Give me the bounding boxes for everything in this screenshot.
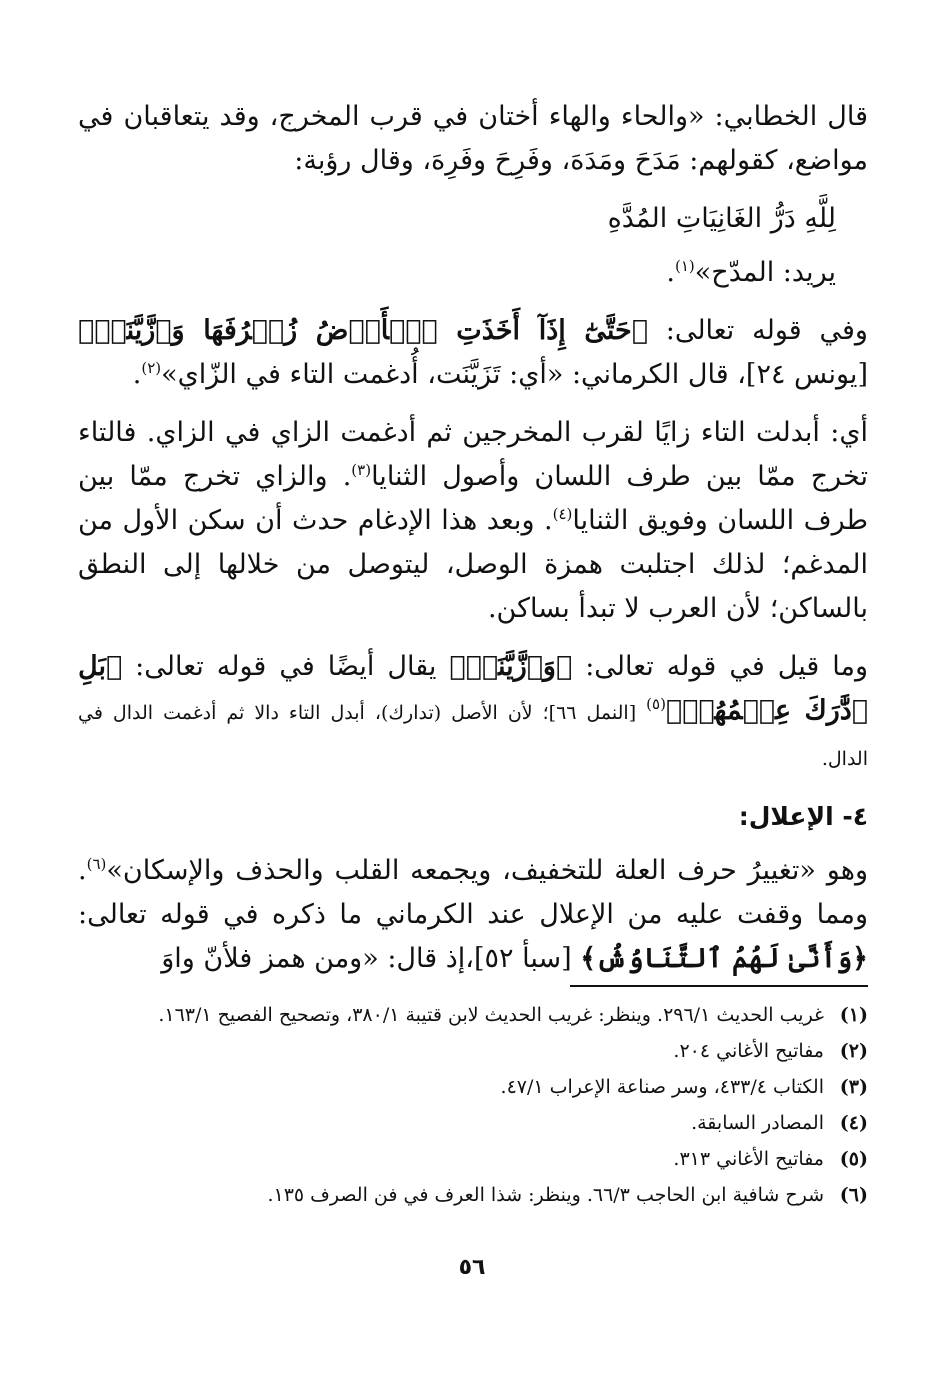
paragraph-text: . والزاي تخرج ممّا بين طرف اللسان وفويق الثنايا (78, 461, 868, 536)
paragraph-khattabi (78, 95, 868, 183)
paragraph-text: [يونس ٢٤]، قال الكرماني: «أي: تَزَيَّنَت، أُدغمت التاء في الزّاي» (161, 359, 868, 390)
footnote (78, 1033, 868, 1069)
punctuation: . (132, 359, 142, 390)
paragraph-text: . ومما وقفت عليه من الإعلال عند الكرماني ما ذكره في قوله تعالى: (78, 855, 868, 930)
footnote-text: غريب الحديث ٢٩٦/١. وينظر: غريب الحديث لابن قتيبة ٣٨٠/١، وتصحيح الفصيح ١٦٣/١. (158, 1004, 824, 1026)
footnote-number: (٤) (839, 1112, 868, 1134)
footnote (78, 1069, 868, 1105)
paragraph-text: أي: أبدلت التاء زايًا لقرب المخرجين ثم أدغمت الزاي في الزاي. فالتاء تخرج ممّا بين طرف اللسان وأصول الثنايا (78, 417, 869, 492)
paragraph-text: يقال أيضًا في قوله تعالى: (122, 651, 450, 682)
footnote (78, 1141, 868, 1177)
footnote (78, 1105, 868, 1141)
footnote-text: شرح شافية ابن الحاجب ٦٦/٣. وينظر: شذا العرف في فن الصرف ١٣٥. (267, 1184, 824, 1206)
page-number: ٥٦ (458, 1255, 486, 1280)
punctuation: . (666, 257, 675, 288)
quran-quote: ﴿بَلِ ٱدَّٰرَكَ عِلۡمُهُمۡ﴾ (78, 651, 868, 726)
footnote-number: (٢) (839, 1040, 868, 1062)
footnote-text: الكتاب ٤٣٣/٤، وسر صناعة الإعراب ٤٧/١. (500, 1076, 824, 1098)
paragraph-yurid (78, 251, 868, 295)
main-text (78, 95, 868, 995)
footnote (78, 997, 868, 1033)
paragraph-explanation (78, 411, 868, 631)
footnote-ref: (٣) (351, 461, 372, 479)
footnote-ref: (٦) (86, 855, 107, 873)
paragraph-ilal (78, 849, 868, 981)
footnote-separator (570, 985, 868, 987)
footnote-ref: (٤) (552, 505, 573, 523)
paragraph-text: يريد: المدّح» (694, 257, 836, 288)
footnote-ref: (٥) (646, 695, 666, 713)
footnote-text: المصادر السابقة. (691, 1112, 824, 1134)
footnote-text: مفاتيح الأغاني ٣١٣. (673, 1148, 824, 1170)
footnote-number: (٦) (839, 1184, 868, 1206)
paragraph-text: قال الخطابي: «والحاء والهاء أختان في قرب المخرج، وقد يتعاقبان في مواضع، كقولهم: مَدَحَ ومَدَهَ، وفَرِحَ وفَرِهَ، وقال رؤبة: (78, 101, 868, 176)
footnote-number: (١) (839, 1004, 868, 1026)
footnote-text: مفاتيح الأغاني ٢٠٤. (673, 1040, 824, 1062)
paragraph-text: . وبعد هذا الإدغام حدث أن سكن الأول من المدغم؛ لذلك اجتلبت همزة الوصل، ليتوصل من خلالها إلى النطق بالساكن؛ لأن العرب لا تبدأ بساكن. (78, 505, 868, 624)
footnotes (78, 997, 868, 1213)
footnote (78, 1177, 868, 1213)
paragraph-text: [النمل ٦٦]؛ لأن الأصل (تدارك)، أبدل التاء دالا ثم أدغمت الدال في الدال. (78, 702, 868, 770)
paragraph-text: وفي قوله تعالى: (647, 315, 868, 346)
footnote-number: (٥) (839, 1148, 868, 1170)
footnote-ref: (٢) (141, 359, 162, 377)
quran-quote: ﴿وَأَنَّىٰ لَهُمُ ٱلتَّنَاوُشُ﴾ (580, 943, 868, 974)
paragraph-kirmani (78, 309, 868, 397)
paragraph-text: وهو «تغييرُ حرف العلة للتخفيف، ويجمعه القلب والحذف والإسكان» (106, 855, 868, 886)
footnote-ref: (١) (674, 257, 695, 275)
paragraph-addarak (78, 645, 868, 781)
paragraph-text: [سبأ ٥٢]،إذ قال: «ومن همز فلأنّ واوَ (161, 943, 581, 974)
paragraph-text: وما قيل في قوله تعالى: (572, 651, 868, 682)
poetry-verse: لِلَّهِ دَرُّ الغَانِيَاتِ المُدَّهِ (607, 203, 836, 234)
quran-quote: ﴿وَٱزَّيَّنَتۡ﴾ (449, 651, 573, 682)
footnote-number: (٣) (839, 1076, 868, 1098)
section-heading: ٤- الإعلال: (738, 802, 868, 831)
quran-quote: ﴿حَتَّىٰٓ إِذَآ أَخَذَتِ ٱلۡأَرۡضُ زُخۡرُفَهَا وَٱزَّيَّنَتۡ﴾ (78, 315, 648, 346)
